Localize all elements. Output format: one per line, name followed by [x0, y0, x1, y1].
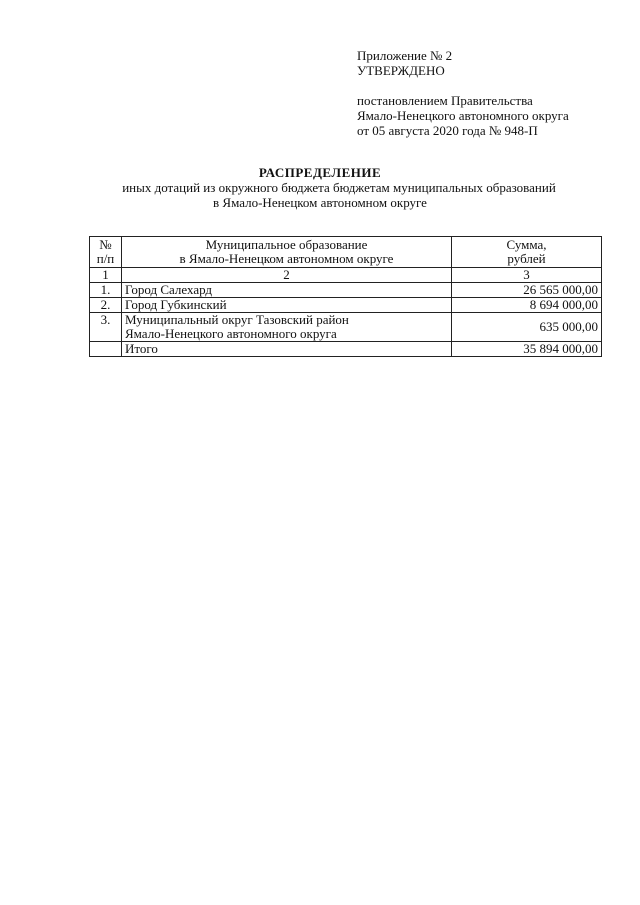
spacer	[357, 78, 569, 93]
document-subtitle-line1: иных дотаций из окружного бюджета бюджетам муниципальных образований	[122, 180, 556, 195]
row-number: 2.	[90, 298, 122, 313]
table-row	[90, 298, 602, 313]
table-row	[90, 283, 602, 298]
index-cell: 3	[452, 268, 602, 283]
row-amount: 8 694 000,00	[452, 298, 602, 313]
resolution-label: постановлением Правительства	[357, 93, 533, 108]
distribution-table	[89, 236, 602, 357]
table-total-row	[90, 342, 602, 357]
header-amount: Сумма, рублей	[452, 237, 602, 268]
row-municipality: Город Губкинский	[122, 298, 452, 313]
resolution-date: от 05 августа 2020 года № 948-П	[357, 123, 538, 138]
row-number: 3.	[90, 313, 122, 342]
row-municipality: Муниципальный округ Тазовский район Ямало-Ненецкого автономного округа	[122, 313, 452, 342]
document-title: РАСПРЕДЕЛЕНИЕ	[258, 165, 382, 180]
region-label: Ямало-Ненецкого автономного округа	[357, 108, 569, 123]
total-number-cell	[90, 342, 122, 357]
row-amount: 26 565 000,00	[452, 283, 602, 298]
document-heading	[0, 165, 640, 210]
header-number: № п/п	[90, 237, 122, 268]
table-row	[90, 313, 602, 342]
appendix-label: Приложение № 2	[357, 48, 453, 63]
table-header-row	[90, 237, 602, 268]
row-amount: 635 000,00	[452, 313, 602, 342]
total-amount: 35 894 000,00	[452, 342, 602, 357]
index-cell: 2	[122, 268, 452, 283]
table-index-row	[90, 268, 602, 283]
total-label: Итого	[122, 342, 452, 357]
index-cell: 1	[90, 268, 122, 283]
row-number: 1.	[90, 283, 122, 298]
header-municipality: Муниципальное образование в Ямало-Ненецком автономном округе	[122, 237, 452, 268]
row-municipality: Город Салехард	[122, 283, 452, 298]
approved-label: УТВЕРЖДЕНО	[357, 63, 445, 78]
document-subtitle-line2: в Ямало-Ненецком автономном округе	[213, 195, 427, 210]
approval-block	[357, 48, 569, 138]
